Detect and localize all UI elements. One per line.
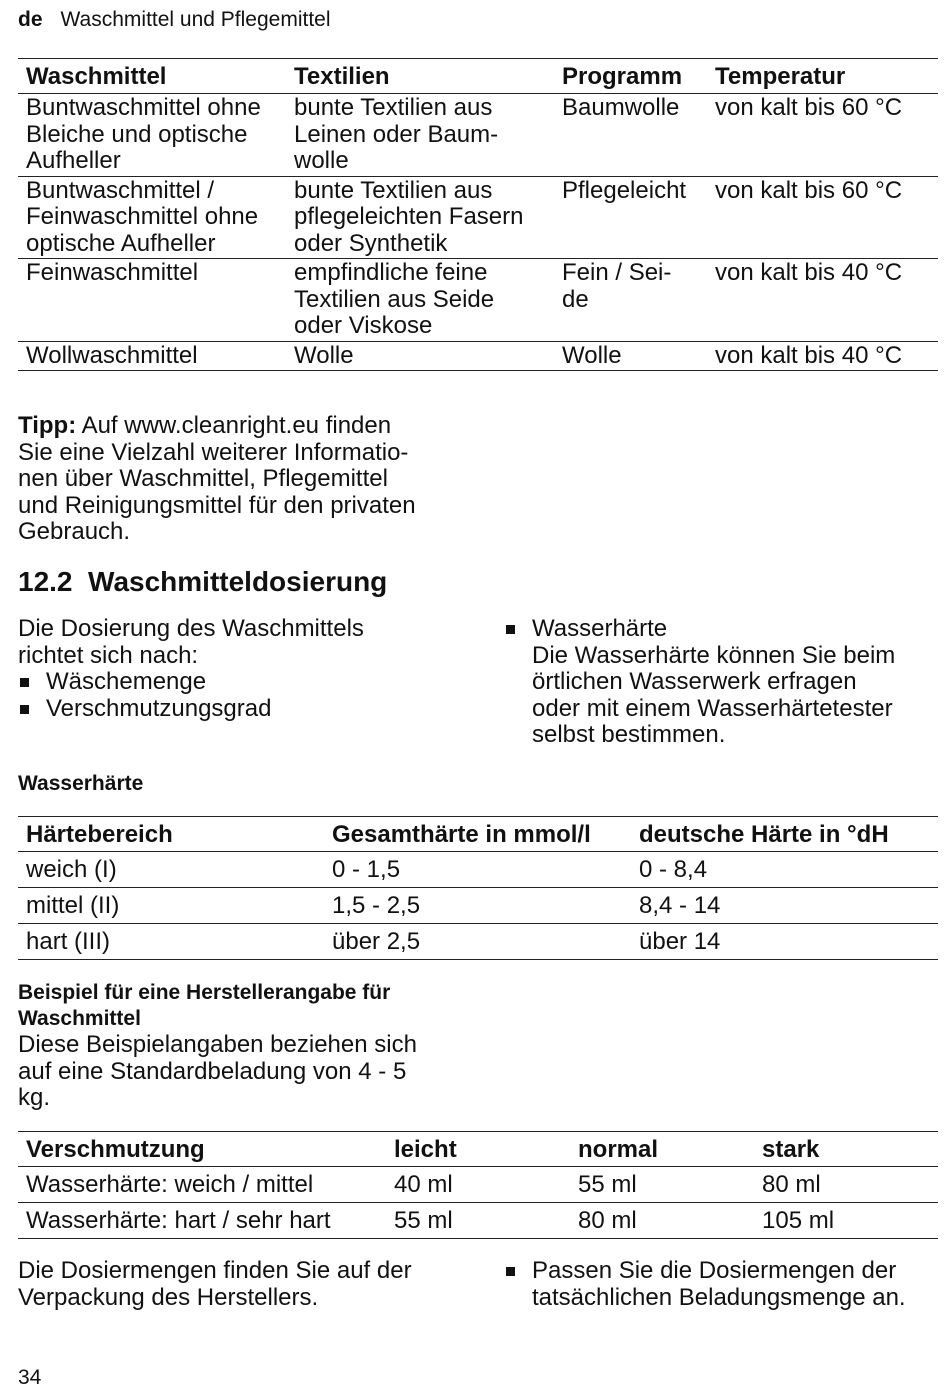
table-row xyxy=(18,924,938,960)
section-title: 12.2 Waschmitteldosierung xyxy=(18,566,388,597)
example-heading: Beispiel für eine Herstellerangabe für Waschmittel xyxy=(18,981,391,1030)
table-cell: 0 - 1,5 xyxy=(324,852,631,888)
table-cell: 1,5 - 2,5 xyxy=(324,888,631,924)
water-hardness-bullet xyxy=(504,616,944,749)
list-item: Wäschemenge xyxy=(18,669,478,696)
table-cell: von kalt bis 40 °C xyxy=(707,341,938,371)
soiling-table xyxy=(18,1131,938,1239)
example-block xyxy=(18,980,488,1112)
dosing-intro: Die Dosierung des Waschmittels richtet sich nach: xyxy=(18,615,364,669)
table-cell: Feinwaschmittel xyxy=(18,259,286,342)
example-text: Diese Beispielangaben beziehen sich auf eine Standardbeladung von 4 - 5 kg. xyxy=(18,1031,417,1111)
bullet-icon xyxy=(506,1267,515,1276)
column-header: Verschmutzung xyxy=(18,1132,386,1167)
hardness-table xyxy=(18,816,938,960)
table-cell: von kalt bis 60 °C xyxy=(707,94,938,177)
dosing-left-column xyxy=(18,616,478,722)
table-cell: empfindliche feine Textilien aus Seide oder Viskose xyxy=(286,259,554,342)
column-header: Temperatur xyxy=(707,59,938,94)
table-cell: Pflegeleicht xyxy=(554,176,707,259)
table-row xyxy=(18,1167,938,1203)
list-item: Wasserhärte Die Wasserhärte können Sie beim örtlichen Wasserwerk erfragen oder mit einem Wasserhärtetester selbst bestimmen. xyxy=(504,616,944,749)
tip-text: Auf www.cleanright.eu finden Sie eine Vielzahl weiterer Informatio- nen über Waschmittel, Pflegemittel und Reinigungsmittel für den privaten Gebrauch. xyxy=(18,412,416,545)
column-header: deutsche Härte in °dH xyxy=(631,817,938,852)
bullet-icon xyxy=(20,678,29,687)
header-title: Waschmittel und Pflegemittel xyxy=(60,8,331,31)
table-row xyxy=(18,1203,938,1239)
table-cell: weich (I) xyxy=(18,852,324,888)
table-cell: Wolle xyxy=(286,341,554,371)
table-cell: bunte Textilien aus Leinen oder Baum- wolle xyxy=(286,94,554,177)
table-cell: Wollwaschmittel xyxy=(18,341,286,371)
language-code: de xyxy=(18,8,43,31)
column-header: stark xyxy=(754,1132,938,1167)
hardness-heading: Wasserhärte xyxy=(18,772,144,795)
table-cell: von kalt bis 40 °C xyxy=(707,259,938,342)
column-header: Härtebereich xyxy=(18,817,324,852)
table-cell: bunte Textilien aus pflegeleichten Fasern oder Synthetik xyxy=(286,176,554,259)
table-cell: 55 ml xyxy=(570,1167,754,1203)
table-cell: 0 - 8,4 xyxy=(631,852,938,888)
tip-paragraph xyxy=(18,413,478,546)
column-header: Gesamthärte in mmol/l xyxy=(324,817,631,852)
page-number: 34 xyxy=(18,1366,42,1389)
table-cell: von kalt bis 60 °C xyxy=(707,176,938,259)
dosage-note: Die Dosiermengen finden Sie auf der Verpackung des Herstellers. xyxy=(18,1257,412,1311)
table-row xyxy=(18,888,938,924)
bullet-icon xyxy=(506,625,515,634)
table-row xyxy=(18,341,938,371)
column-header: leicht xyxy=(386,1132,570,1167)
table-cell: Wasserhärte: weich / mittel xyxy=(18,1167,386,1203)
table-cell: Buntwaschmittel / Feinwaschmittel ohne optische Aufheller xyxy=(18,176,286,259)
table-cell: 80 ml xyxy=(570,1203,754,1239)
table-row xyxy=(18,176,938,259)
column-header: Programm xyxy=(554,59,707,94)
table-row xyxy=(18,94,938,177)
table-cell: Wolle xyxy=(554,341,707,371)
bullet-icon xyxy=(20,705,29,714)
adjust-dosage-bullet xyxy=(504,1258,944,1311)
table-row xyxy=(18,259,938,342)
table-row xyxy=(18,852,938,888)
table-cell: über 2,5 xyxy=(324,924,631,960)
table-header-row xyxy=(18,1132,938,1167)
table-cell: 8,4 - 14 xyxy=(631,888,938,924)
table-cell: über 14 xyxy=(631,924,938,960)
table-cell: 40 ml xyxy=(386,1167,570,1203)
column-header: Textilien xyxy=(286,59,554,94)
dosing-bullet-list xyxy=(18,669,478,722)
table-cell: 80 ml xyxy=(754,1167,938,1203)
adjust-dosage-column xyxy=(504,1258,944,1311)
table-cell: hart (III) xyxy=(18,924,324,960)
list-item: Verschmutzungsgrad xyxy=(18,696,478,723)
column-header: normal xyxy=(570,1132,754,1167)
table-cell: 105 ml xyxy=(754,1203,938,1239)
page-header xyxy=(18,8,331,32)
table-cell: Fein / Sei- de xyxy=(554,259,707,342)
table-cell: mittel (II) xyxy=(18,888,324,924)
table-cell: 55 ml xyxy=(386,1203,570,1239)
table-cell: Buntwaschmittel ohne Bleiche und optische Aufheller xyxy=(18,94,286,177)
table-cell: Wasserhärte: hart / sehr hart xyxy=(18,1203,386,1239)
table-cell: Baumwolle xyxy=(554,94,707,177)
tip-label: Tipp: xyxy=(18,412,77,439)
column-header: Waschmittel xyxy=(18,59,286,94)
dosing-right-column xyxy=(504,616,944,749)
list-item: Passen Sie die Dosiermengen der tatsächlichen Beladungsmenge an. xyxy=(504,1258,944,1311)
table-header-row xyxy=(18,817,938,852)
table-header-row xyxy=(18,59,938,94)
detergent-table xyxy=(18,58,938,371)
